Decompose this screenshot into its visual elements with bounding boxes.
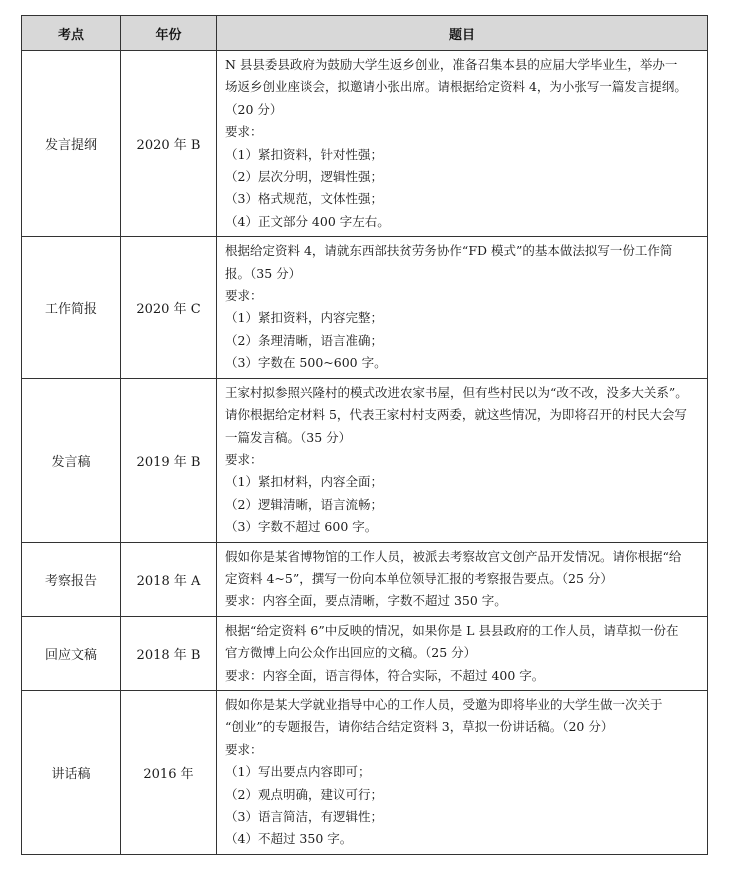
question-line: 要求：	[225, 124, 263, 140]
question-line: N 县县委县政府为鼓励大学生返乡创业，准备召集本县的应届大学毕业生，举办一	[225, 57, 678, 72]
row-topic: 工作简报	[22, 237, 121, 378]
row-year: 2018 年 B	[121, 616, 217, 690]
question-line: （2）层次分明，逻辑性强；	[225, 169, 383, 185]
row-question	[217, 690, 708, 854]
header-topic: 考点	[22, 16, 121, 51]
row-question	[217, 237, 708, 378]
row-year: 2018 年 A	[121, 542, 217, 616]
table-row	[22, 616, 708, 690]
table-row	[22, 237, 708, 378]
row-topic: 考察报告	[22, 542, 121, 616]
table-body	[22, 51, 708, 855]
question-line: 要求：内容全面，要点清晰，字数不超过 350 字。	[225, 593, 507, 609]
question-line: 要求：	[225, 741, 263, 757]
exam-topics-sheet	[21, 15, 707, 855]
row-year: 2020 年 C	[121, 237, 217, 378]
row-question	[217, 51, 708, 237]
table-row	[22, 542, 708, 616]
header-question: 题目	[217, 16, 708, 51]
exam-topics-table	[21, 15, 708, 855]
row-question	[217, 378, 708, 542]
table-row	[22, 378, 708, 542]
table-header-row	[22, 16, 708, 51]
question-line: 要求：	[225, 288, 263, 304]
question-line: 根据“给定资料 6”中反映的情况，如果你是 L 县县政府的工作人员，请草拟一份在	[225, 622, 679, 638]
row-year: 2016 年	[121, 690, 217, 854]
question-line: 一篇发言稿。（35 分）	[225, 429, 352, 445]
question-line: 场返乡创业座谈会，拟邀请小张出席。请根据给定资料 4，为小张写一篇发言提纲。	[225, 79, 687, 95]
question-line: 定资料 4~5”，撰写一份向本单位领导汇报的考察报告要点。（25 分）	[225, 570, 613, 586]
question-line: （1）紧扣材料，内容全面；	[225, 474, 383, 490]
question-line: 官方微博上向公众作出回应的文稿。（25 分）	[225, 645, 477, 661]
row-question	[217, 542, 708, 616]
question-line: 王家村拟参照兴隆村的模式改进农家书屋，但有些村民以为“改不改，没多大关系”。	[225, 384, 688, 400]
row-topic: 发言稿	[22, 378, 121, 542]
table-row	[22, 690, 708, 854]
question-line: （3）字数在 500~600 字。	[225, 355, 387, 371]
question-line: 要求：内容全面，语言得体，符合实际，不超过 400 字。	[225, 667, 545, 683]
row-year: 2020 年 B	[121, 51, 217, 237]
question-line: （2）观点明确，建议可行；	[225, 786, 383, 802]
table-row	[22, 51, 708, 237]
question-line: 假如你是某大学就业指导中心的工作人员，受邀为即将毕业的大学生做一次关于	[225, 696, 663, 712]
row-year: 2019 年 B	[121, 378, 217, 542]
question-line: （20 分）	[225, 101, 283, 117]
row-topic: 讲话稿	[22, 690, 121, 854]
question-line: 报。（35 分）	[225, 265, 302, 281]
question-line: （4）正文部分 400 字左右。	[225, 213, 390, 229]
question-line: （1）写出要点内容即可；	[225, 764, 371, 780]
question-line: （1）紧扣资料，针对性强；	[225, 146, 383, 162]
question-line: （3）字数不超过 600 字。	[225, 519, 378, 535]
question-line: 假如你是某省博物馆的工作人员，被派去考察故宫文创产品开发情况。请你根据“给	[225, 548, 682, 564]
question-line: 要求：	[225, 451, 263, 467]
question-line: （1）紧扣资料，内容完整；	[225, 310, 383, 326]
question-line: （2）逻辑清晰，语言流畅；	[225, 496, 383, 512]
row-topic: 发言提纲	[22, 51, 121, 237]
header-year: 年份	[121, 16, 217, 51]
question-line: （4）不超过 350 字。	[225, 831, 353, 847]
question-line: （2）条理清晰，语言准确；	[225, 332, 383, 348]
question-line: （3）语言简洁，有逻辑性；	[225, 809, 383, 824]
question-line: 请你根据给定材料 5，代表王家村村支两委，就这些情况，为即将召开的村民大会写	[225, 407, 687, 423]
row-topic: 回应文稿	[22, 616, 121, 690]
question-line: （3）格式规范，文体性强；	[225, 191, 383, 207]
row-question	[217, 616, 708, 690]
question-line: 根据给定资料 4，请就东西部扶贫劳务协作“FD 模式”的基本做法拟写一份工作简	[225, 243, 673, 259]
question-line: “创业”的专题报告，请你结合结定资料 3，草拟一份讲话稿。（20 分）	[225, 719, 614, 735]
